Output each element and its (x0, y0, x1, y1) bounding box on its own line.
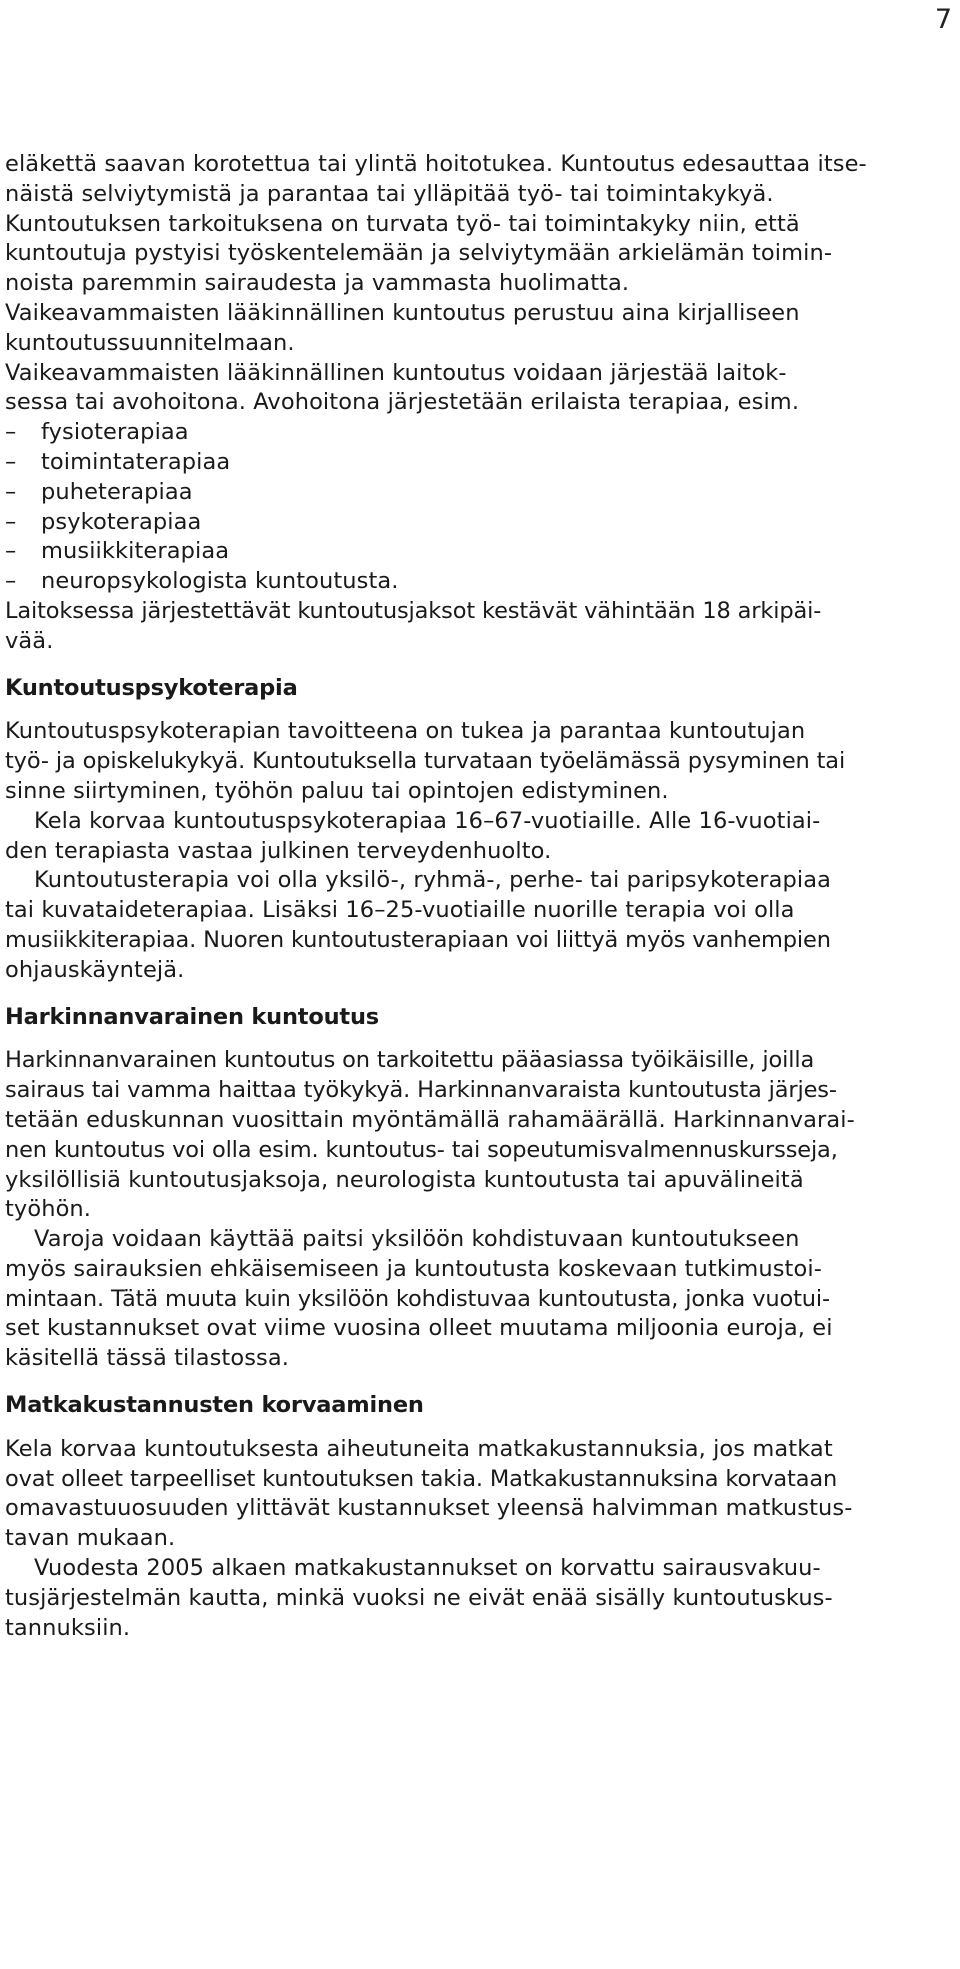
text-line: kuntoutuja pystyisi työskentelemään ja selviytymään arkielämän toimin- (5, 240, 833, 267)
list-dash: – (5, 538, 17, 565)
therapy-list (5, 418, 925, 597)
text-line: musiikkiterapiaa. Nuoren kuntoutusterapiaan voi liittyä myös vanhempien (5, 926, 831, 953)
text-line: omavastuuosuuden ylittävät kustannukset yleensä halvimman matkustus- (5, 1495, 853, 1522)
section-heading: Harkinnanvarainen kuntoutus (5, 1003, 379, 1030)
text-line: Vaikeavammaisten lääkinnällinen kuntoutus voidaan järjestää laitok- (5, 359, 787, 386)
section-matkakustannusten-korvaaminen (5, 1391, 925, 1643)
text-line: Kuntoutuksen tarkoituksena on turvata työ- tai toimintakyky niin, että (5, 210, 800, 237)
list-dash: – (5, 448, 17, 475)
intro-paragraph (5, 150, 925, 418)
text-line: Kela korvaa kuntoutuksesta aiheutuneita matkakustannuksia, jos matkat (5, 1435, 833, 1462)
intro-closing-paragraph (5, 597, 925, 657)
text-line: ovat olleet tarpeelliset kuntoutuksen takia. Matkakustannuksina korvataan (5, 1465, 838, 1492)
text-line: tusjärjestelmän kautta, minkä vuoksi ne eivät enää sisälly kuntoutuskus- (5, 1584, 833, 1611)
text-line: Vuodesta 2005 alkaen matkakustannukset on korvattu sairausvakuu- (34, 1555, 821, 1582)
list-dash: – (5, 478, 17, 505)
document-body (5, 150, 925, 1643)
list-item (5, 418, 925, 448)
list-item-text: neuropsykologista kuntoutusta. (41, 568, 399, 595)
list-item-text: psykoterapiaa (41, 508, 202, 535)
section-kuntoutuspsykoterapia (5, 674, 925, 986)
text-line: mintaan. Tätä muuta kuin yksilöön kohdistuvaa kuntoutusta, jonka vuotui- (5, 1285, 830, 1312)
section-heading: Kuntoutuspsykoterapia (5, 674, 298, 701)
section-heading: Matkakustannusten korvaaminen (5, 1392, 424, 1419)
list-item (5, 567, 925, 597)
text-line: näistä selviytymistä ja parantaa tai ylläpitää työ- tai toimintakykyä. (5, 180, 774, 207)
text-line: työ- ja opiskelukykyä. Kuntoutuksella turvataan työelämässä pysyminen tai (5, 748, 846, 775)
text-line: ohjauskäyntejä. (5, 956, 185, 983)
text-line: myös sairauksien ehkäisemiseen ja kuntoutusta koskevaan tutkimustoi- (5, 1255, 822, 1282)
text-line: den terapiasta vastaa julkinen terveydenhuolto. (5, 837, 552, 864)
text-line: Varoja voidaan käyttää paitsi yksilöön kohdistuvaan kuntoutukseen (34, 1226, 800, 1253)
list-dash: – (5, 419, 17, 446)
list-item (5, 537, 925, 567)
text-line: sessa tai avohoitona. Avohoitona järjestetään erilaista terapiaa, esim. (5, 389, 800, 416)
text-line: sinne siirtyminen, työhön paluu tai opintojen edistyminen. (5, 777, 669, 804)
list-dash: – (5, 508, 17, 535)
page-number: 7 (934, 4, 952, 35)
text-line: sairaus tai vamma haittaa työkykyä. Harkinnanvaraista kuntoutusta järjes- (5, 1077, 837, 1104)
text-line: Vaikeavammaisten lääkinnällinen kuntoutus perustuu aina kirjalliseen (5, 299, 800, 326)
text-line: tai kuvataideterapiaa. Lisäksi 16–25-vuotiaille nuorille terapia voi olla (5, 897, 795, 924)
text-line: Laitoksessa järjestettävät kuntoutusjaksot kestävät vähintään 18 arkipäi- (5, 597, 822, 624)
text-line: Kuntoutuspsykoterapian tavoitteena on tukea ja parantaa kuntoutujan (5, 718, 806, 745)
text-line: Kuntoutusterapia voi olla yksilö-, ryhmä-, perhe- tai paripsykoterapiaa (34, 867, 831, 894)
list-item-text: fysioterapiaa (41, 419, 189, 446)
text-line: eläkettä saavan korotettua tai ylintä hoitotukea. Kuntoutus edesauttaa itse- (5, 151, 867, 177)
list-item (5, 478, 925, 508)
text-line: Harkinnanvarainen kuntoutus on tarkoitettu pääasiassa työikäisille, joilla (5, 1047, 815, 1074)
text-line: yksilöllisiä kuntoutusjaksoja, neurologista kuntoutusta tai apuvälineitä (5, 1166, 804, 1193)
text-line: vää. (5, 627, 54, 654)
section-harkinnanvarainen-kuntoutus (5, 1003, 925, 1375)
text-line: set kustannukset ovat viime vuosina olleet muutama miljoonia euroja, ei (5, 1315, 833, 1342)
text-line: noista paremmin sairaudesta ja vammasta huolimatta. (5, 270, 630, 297)
list-item-text: musiikkiterapiaa (41, 538, 230, 565)
list-item (5, 448, 925, 478)
text-line: työhön. (5, 1196, 92, 1223)
text-line: kuntoutussuunnitelmaan. (5, 329, 295, 356)
list-dash: – (5, 568, 17, 595)
text-line: nen kuntoutus voi olla esim. kuntoutus- tai sopeutumisvalmennuskursseja, (5, 1136, 838, 1163)
list-item-text: puheterapiaa (41, 478, 193, 505)
text-line: käsitellä tässä tilastossa. (5, 1345, 290, 1372)
text-line: tetään eduskunnan vuosittain myöntämällä rahamäärällä. Harkinnanvarai- (5, 1106, 855, 1133)
text-line: Kela korvaa kuntoutuspsykoterapiaa 16–67-vuotiaille. Alle 16-vuotiai- (34, 807, 821, 834)
text-line: tavan mukaan. (5, 1525, 176, 1552)
list-item-text: toimintaterapiaa (41, 448, 231, 475)
list-item (5, 508, 925, 538)
text-line: tannuksiin. (5, 1614, 131, 1641)
